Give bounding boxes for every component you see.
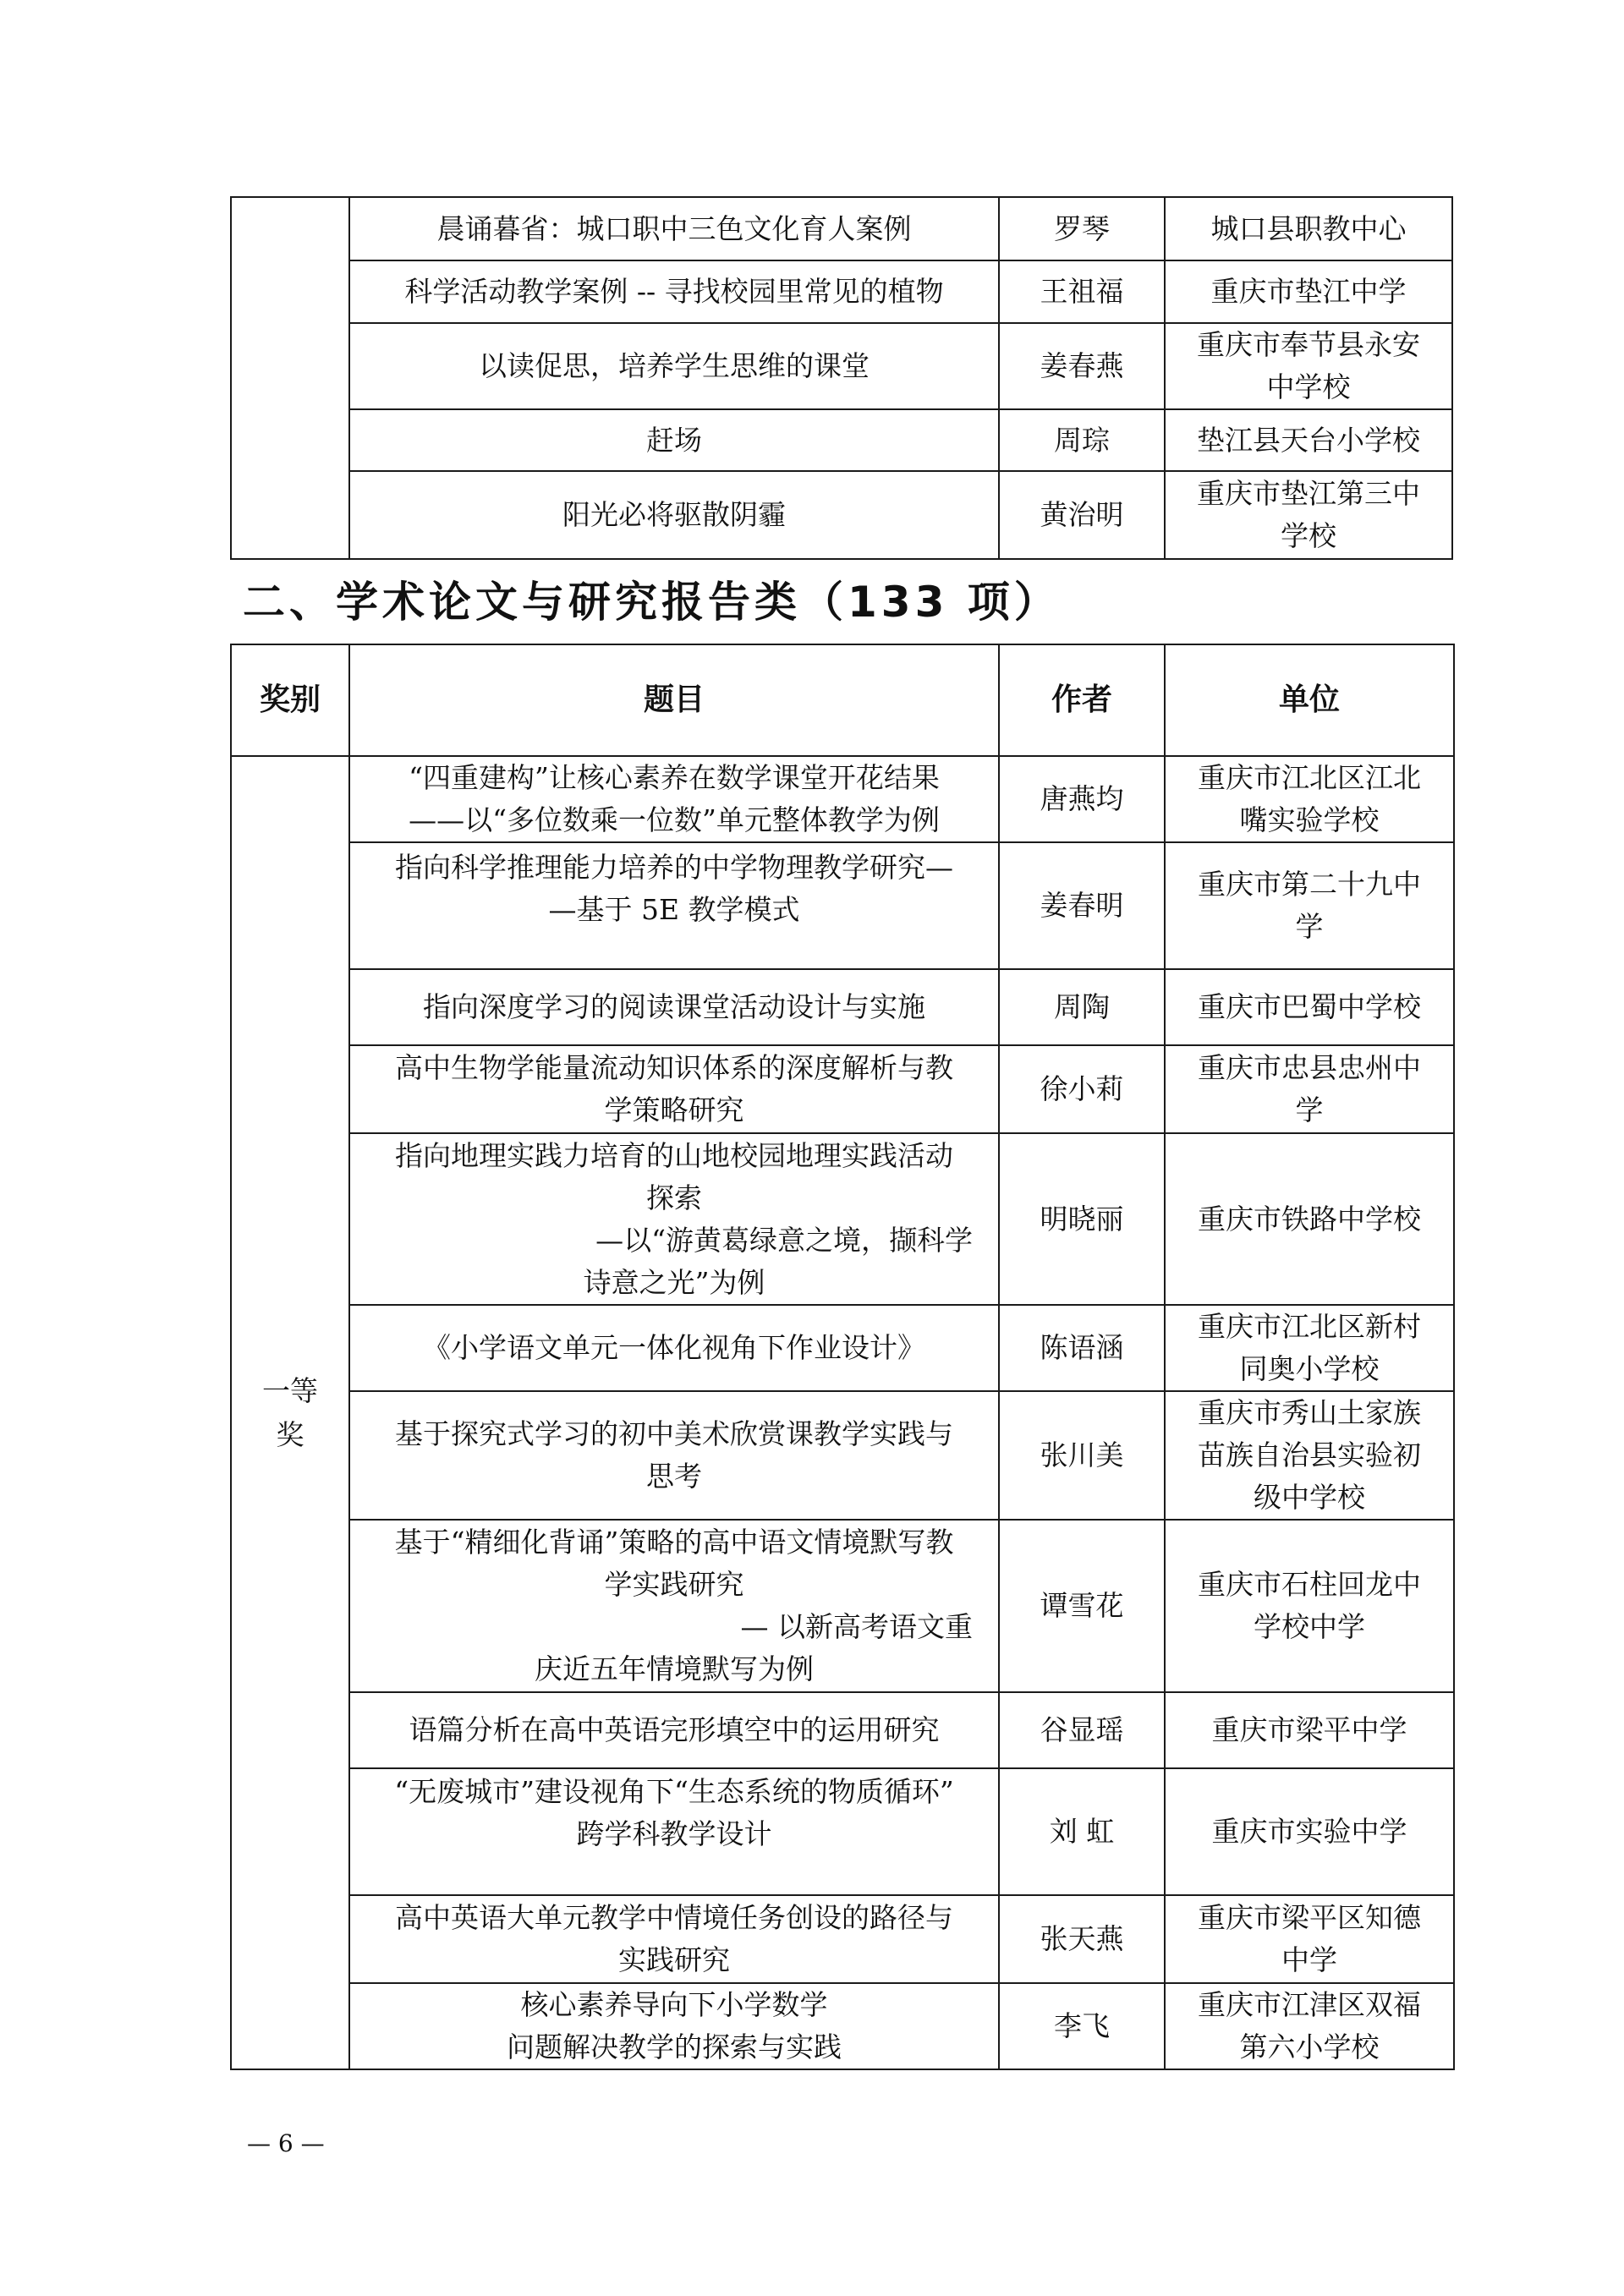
table-row: [231, 1692, 1454, 1768]
paper-title: “四重建构”让核心素养在数学课堂开花结果 ——以“多位数乘一位数”单元整体教学为例: [349, 756, 999, 842]
author-cell: 张川美: [999, 1391, 1165, 1520]
unit-cell: 城口县职教中心: [1165, 197, 1452, 260]
author-cell: 罗琴: [999, 197, 1165, 260]
unit-cell: 重庆市忠县忠州中 学: [1165, 1045, 1454, 1133]
author-cell: 黄治明: [999, 471, 1165, 559]
table-row: [231, 1133, 1454, 1305]
author-cell: 王祖福: [999, 260, 1165, 323]
table-row: [231, 1895, 1454, 1983]
paper-title: 晨诵暮省：城口职中三色文化育人案例: [349, 197, 999, 260]
table-row: [231, 197, 1452, 260]
category-cell-empty: [231, 197, 349, 559]
author-cell: 周陶: [999, 969, 1165, 1045]
unit-cell: 垫江县天台小学校: [1165, 409, 1452, 471]
table-row: [231, 1520, 1454, 1692]
table-row: [231, 1391, 1454, 1520]
continued-award-table: [230, 196, 1453, 560]
header-author: 作者: [999, 644, 1165, 756]
header-title: 题目: [349, 644, 999, 756]
header-unit: 单位: [1165, 644, 1454, 756]
paper-title: “无废城市”建设视角下“生态系统的物质循环” 跨学科教学设计: [349, 1768, 999, 1895]
unit-cell: 重庆市江北区新村 同奥小学校: [1165, 1305, 1454, 1391]
table-row: [231, 1045, 1454, 1133]
unit-cell: 重庆市实验中学: [1165, 1768, 1454, 1895]
paper-title: 科学活动教学案例 -- 寻找校园里常见的植物: [349, 260, 999, 323]
table-row: [231, 969, 1454, 1045]
paper-title: 语篇分析在高中英语完形填空中的运用研究: [349, 1692, 999, 1768]
table-row: [231, 842, 1454, 969]
author-cell: 唐燕均: [999, 756, 1165, 842]
table-row: [231, 260, 1452, 323]
table-row: [231, 756, 1454, 842]
author-cell: 周琮: [999, 409, 1165, 471]
paper-title: 阳光必将驱散阴霾: [349, 471, 999, 559]
paper-title: 核心素养导向下小学数学 问题解决教学的探索与实践: [349, 1983, 999, 2069]
page-number: — 6 —: [247, 2129, 325, 2157]
unit-cell: 重庆市梁平中学: [1165, 1692, 1454, 1768]
unit-cell: 重庆市垫江第三中 学校: [1165, 471, 1452, 559]
author-cell: 明晓丽: [999, 1133, 1165, 1305]
paper-title: 高中英语大单元教学中情境任务创设的路径与 实践研究: [349, 1895, 999, 1983]
unit-cell: 重庆市巴蜀中学校: [1165, 969, 1454, 1045]
author-cell: 李飞: [999, 1983, 1165, 2069]
author-cell: 谷显瑶: [999, 1692, 1165, 1768]
paper-title: 《小学语文单元一体化视角下作业设计》: [349, 1305, 999, 1391]
paper-title: 基于探究式学习的初中美术欣赏课教学实践与 思考: [349, 1391, 999, 1520]
author-cell: 姜春明: [999, 842, 1165, 969]
author-cell: 刘 虹: [999, 1768, 1165, 1895]
paper-title: 以读促思，培养学生思维的课堂: [349, 323, 999, 409]
paper-title: 基于“精细化背诵”策略的高中语文情境默写教 学实践研究 — 以新高考语文重 庆近五年情境默写为例: [349, 1520, 999, 1692]
award-table: [230, 644, 1455, 2070]
unit-cell: 重庆市垫江中学: [1165, 260, 1452, 323]
header-category: 奖别: [231, 644, 349, 756]
paper-title: 赶场: [349, 409, 999, 471]
table-row: [231, 323, 1452, 409]
author-cell: 徐小莉: [999, 1045, 1165, 1133]
unit-cell: 重庆市第二十九中 学: [1165, 842, 1454, 969]
section-title: 二、学术论文与研究报告类（133 项）: [243, 578, 1061, 627]
paper-title: 指向科学推理能力培养的中学物理教学研究— —基于 5E 教学模式: [349, 842, 999, 969]
unit-cell: 重庆市铁路中学校: [1165, 1133, 1454, 1305]
table-row: [231, 471, 1452, 559]
table-header-row: [231, 644, 1454, 756]
unit-cell: 重庆市江北区江北 嘴实验学校: [1165, 756, 1454, 842]
unit-cell: 重庆市江津区双福 第六小学校: [1165, 1983, 1454, 2069]
unit-cell: 重庆市奉节县永安 中学校: [1165, 323, 1452, 409]
table-row: [231, 409, 1452, 471]
author-cell: 姜春燕: [999, 323, 1165, 409]
category-cell: 一等 奖: [231, 756, 349, 2069]
paper-title: 指向地理实践力培育的山地校园地理实践活动 探索 —以“游黄葛绿意之境，撷科学 诗意之光”为例: [349, 1133, 999, 1305]
paper-title: 指向深度学习的阅读课堂活动设计与实施: [349, 969, 999, 1045]
unit-cell: 重庆市秀山土家族 苗族自治县实验初 级中学校: [1165, 1391, 1454, 1520]
author-cell: 陈语涵: [999, 1305, 1165, 1391]
unit-cell: 重庆市梁平区知德 中学: [1165, 1895, 1454, 1983]
author-cell: 谭雪花: [999, 1520, 1165, 1692]
unit-cell: 重庆市石柱回龙中 学校中学: [1165, 1520, 1454, 1692]
table-row: [231, 1305, 1454, 1391]
author-cell: 张天燕: [999, 1895, 1165, 1983]
paper-title: 高中生物学能量流动知识体系的深度解析与教 学策略研究: [349, 1045, 999, 1133]
table-row: [231, 1983, 1454, 2069]
table-row: [231, 1768, 1454, 1895]
